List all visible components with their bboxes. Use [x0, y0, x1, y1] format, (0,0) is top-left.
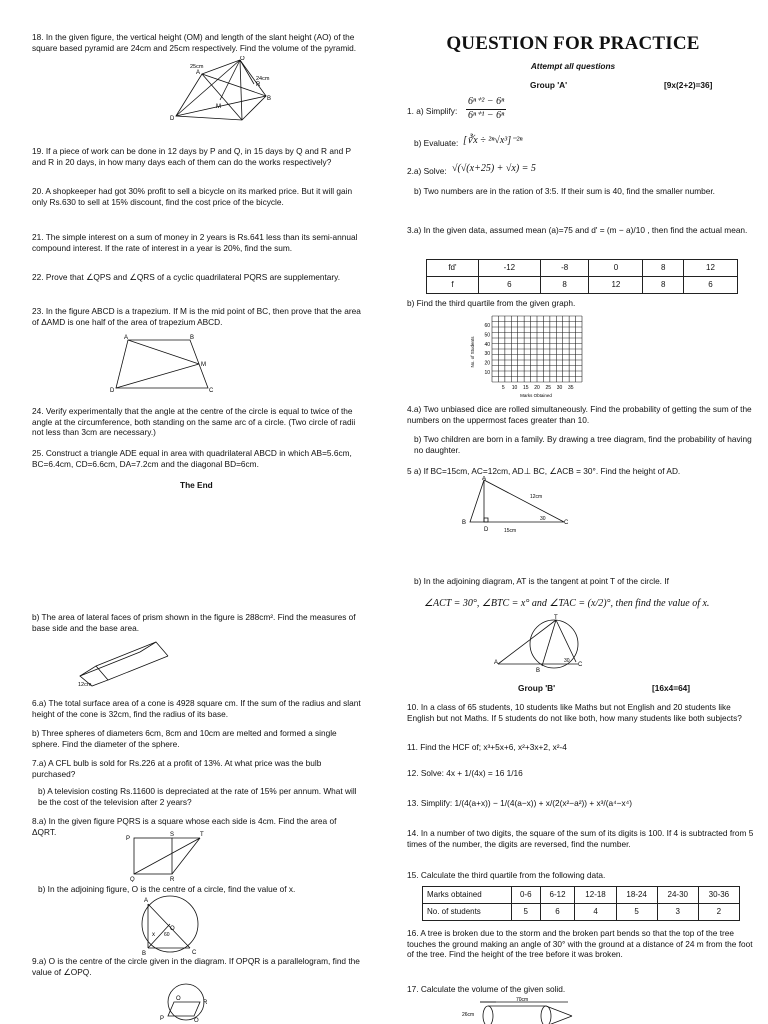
graph-ytick: 30: [484, 351, 490, 358]
pyramid-label-r: R: [256, 82, 261, 88]
question-20: 20. A shopkeeper had got 30% profit to sell a bicycle on its marked price. But it will gain only Rs.630 to sell at 15% discount, find the cost price of the bicycle.: [32, 186, 353, 207]
graph-ytick: 10: [484, 370, 490, 377]
tan-label-c: C: [578, 662, 583, 668]
question-6a: 6.a) The total surface area of a cone is 4928 square cm. If the sum of the radius and slant height of the cone is 32cm, find the radius of its base.: [32, 698, 361, 719]
trap-label-c: C: [209, 388, 214, 394]
c1-label-x: x: [152, 932, 155, 938]
question-5b-right-angles: ∠ACT = 30°, ∠BTC = x° and ∠TAC = (x/2)°, then find the value of x.: [424, 598, 710, 609]
question-5b-left: b) The area of lateral faces of prism shown in the figure is 288cm². Find the measures of base side and the base area.: [32, 612, 356, 633]
page-subtitle: Attempt all questions: [530, 61, 616, 71]
tan-label-30: 30: [564, 658, 570, 664]
marks-cell: 6-12: [540, 887, 575, 904]
fd-cell: 6: [478, 277, 540, 294]
pyramid-label-d: D: [170, 116, 175, 122]
fd-cell: 0: [589, 260, 643, 277]
graph-xtick: 10: [511, 385, 518, 391]
question-8b: b) In the adjoining figure, O is the centre of a circle, find the value of x.: [38, 884, 296, 894]
pyramid-label-o: O: [240, 56, 245, 62]
group-a-heading: Group 'A': [530, 80, 568, 90]
question-23: 23. In the figure ABCD is a trapezium. If M is the mid point of BC, then prove that the area of ΔAMD is one half of the area of trapezium ABCD.: [32, 306, 361, 327]
question-19: 19. If a piece of work can be done in 12 days by P and Q, in 15 days by Q and R and P and R in 20 days, in how many days each of them can do the works respectively?: [32, 146, 351, 167]
fd-table-row: [427, 260, 738, 277]
question-22: 22. Prove that ∠QPS and ∠QRS of a cyclic quadrilateral PQRS are supplementary.: [32, 272, 341, 282]
marks-cell: 12-18: [575, 887, 616, 904]
marks-cell: 24-30: [657, 887, 698, 904]
graph-xlabel: Marks Obtained: [520, 393, 552, 398]
trap-label-d: D: [110, 388, 115, 394]
ogive-graph: [470, 312, 590, 398]
tan-label-t: T: [554, 615, 558, 621]
fd-cell: 8: [643, 277, 684, 294]
question-1a-fraction: [466, 96, 506, 123]
question-10: 10. In a class of 65 students, 10 students like Maths but not English and 20 students like English but not Maths. If 5 students do not like both, how many students like both subjects?: [407, 702, 742, 723]
marks-cell: 18-24: [616, 887, 657, 904]
question-15: 15. Calculate the third quartile from the following data.: [407, 870, 606, 880]
pyramid-figure: [168, 56, 288, 126]
marks-cell: 3: [657, 904, 698, 921]
graph-ytick: 20: [484, 360, 490, 367]
solid-label-70: 70cm: [516, 997, 529, 1003]
question-25: 25. Construct a triangle ADE equal in area with quadrilateral ABCD in which AB=5.6cm, BC=6.4cm, CD=6.6cm, DA=7.2cm and the diagonal BD=6cm.: [32, 448, 352, 469]
tri-label-c: C: [564, 520, 569, 526]
question-8a: 8.a) In the given figure PQRS is a square whose each side is 4cm. Find the area of ΔQRT.: [32, 816, 337, 837]
q1a-denominator: 6ⁿ⁺¹ − 6ⁿ: [468, 109, 505, 121]
fd-cell: -12: [478, 260, 540, 277]
tri-label-15: 15cm: [504, 528, 517, 534]
fd-cell: f: [427, 277, 479, 294]
sq-label-s: S: [170, 832, 175, 838]
circle-figure-1: [134, 892, 206, 956]
fd-cell: 12: [683, 260, 737, 277]
graph-ytick: 40: [484, 341, 490, 348]
question-18: 18. In the given figure, the vertical height (OM) and length of the slant height (AO) of the square based pyramid are 24cm and 25cm respectively. Find the volume of the pyramid.: [32, 32, 357, 53]
question-3a: 3.a) In the given data, assumed mean (a)=75 and d' = (m − a)/10 , then find the actual mean.: [407, 225, 748, 235]
question-3b: b) Find the third quartile from the given graph.: [407, 298, 576, 308]
marks-cell: 30-36: [698, 887, 739, 904]
solid-label-26: 26cm: [462, 1012, 475, 1018]
c1-label-60: 60: [164, 932, 170, 938]
trap-label-b: B: [190, 335, 195, 341]
marks-cell: 4: [575, 904, 616, 921]
marks-table-row: [423, 887, 740, 904]
c1-label-o: O: [170, 926, 175, 932]
marks-cell: Marks obtained: [423, 887, 512, 904]
question-1a-label: 1. a) Simplify:: [407, 106, 458, 116]
solid-figure: [460, 994, 580, 1024]
question-9a: 9.a) O is the centre of the circle given in the diagram. If OPQR is a parallelogram, find the value of ∠OPQ.: [32, 956, 360, 977]
pyramid-label-b: B: [267, 96, 272, 102]
prism-figure: [76, 638, 176, 688]
sq-label-t: T: [200, 832, 204, 838]
question-5a: 5 a) If BC=15cm, AC=12cm, AD⊥ BC, ∠ACB = 30°. Find the height of AD.: [407, 466, 681, 476]
trap-label-a: A: [124, 335, 129, 341]
graph-xtick: 20: [534, 385, 540, 391]
pyramid-label-25: 25cm: [190, 64, 204, 70]
tri-label-30: 30: [540, 516, 546, 522]
marks-cell: 5: [511, 904, 540, 921]
question-11: 11. Find the HCF of; x³+5x+6, x²+3x+2, x²-4: [407, 742, 567, 752]
question-2b: b) Two numbers are in the ration of 3:5. If their sum is 40, find the smaller number.: [414, 186, 715, 196]
question-24: 24. Verify experimentally that the angle at the centre of the circle is equal to twice of the angle at the circumference, both standing on the same arc of a circle. (Two circle of radii not less than 3cm are necessary.): [32, 406, 356, 438]
c1-label-c: C: [192, 950, 197, 956]
prism-label-12: 12cm: [78, 682, 92, 688]
question-7a: 7.a) A CFL bulb is sold for Rs.226 at a profit of 13%. At what price was the bulb purchased?: [32, 758, 322, 779]
graph-ytick: 50: [484, 332, 490, 339]
fd-cell: fd': [427, 260, 479, 277]
fd-cell: 6: [683, 277, 737, 294]
tri-label-d: D: [484, 527, 489, 533]
question-1b-expr: [∛x ÷ ²ⁿ√x³]⁻²ⁿ: [463, 135, 523, 146]
c2-label-p: P: [160, 1016, 165, 1022]
question-5b-right: b) In the adjoining diagram, AT is the tangent at point T of the circle. If: [414, 576, 669, 586]
question-1b-label: b) Evaluate:: [414, 138, 459, 148]
question-12: 12. Solve: 4x + 1/(4x) = 16 1/16: [407, 768, 523, 778]
graph-xtick: 5: [501, 385, 505, 391]
fd-table: [426, 259, 738, 294]
graph-xtick: 15: [522, 385, 529, 391]
marks-cell: 6: [540, 904, 575, 921]
marks-cell: No. of students: [423, 904, 512, 921]
fd-cell: 12: [589, 277, 643, 294]
fd-cell: -8: [540, 260, 589, 277]
marks-table: [422, 886, 740, 921]
group-b-heading: Group 'B': [518, 683, 556, 693]
question-14: 14. In a number of two digits, the square of the sum of its digits is 100. If 4 is subtracted from 5 times of the number, the digits are reversed, find the number.: [407, 828, 754, 849]
question-7b: b) A television costing Rs.11600 is depreciated at the rate of 15% per annum. What will be the cost of the television after 2 years?: [38, 786, 357, 807]
trapezium-figure: [110, 334, 220, 394]
marks-cell: 0-6: [511, 887, 540, 904]
marks-table-row: [423, 904, 740, 921]
question-2a-label: 2.a) Solve:: [407, 166, 447, 176]
triangle-figure: [460, 476, 572, 534]
sq-label-q: Q: [130, 877, 135, 882]
tri-label-a: A: [482, 476, 487, 482]
graph-xtick: 35: [567, 385, 574, 391]
page-title: QUESTION FOR PRACTICE: [446, 33, 700, 54]
question-17: 17. Calculate the volume of the given solid.: [407, 984, 566, 994]
c1-label-a: A: [144, 898, 149, 904]
fd-table-row: [427, 277, 738, 294]
tan-label-a: A: [494, 660, 499, 666]
tan-label-b: B: [536, 668, 541, 674]
fd-cell: 8: [643, 260, 684, 277]
question-6b: b) Three spheres of diameters 6cm, 8cm and 10cm are melted and formed a single sphere. Find the diameter of the sphere.: [32, 728, 337, 749]
graph-ytick: 60: [484, 322, 490, 329]
tri-label-12: 12cm: [530, 494, 543, 500]
pyramid-label-24: 24cm: [256, 76, 270, 82]
marks-cell: 2: [698, 904, 739, 921]
question-2a-expr: √(√(x+25) + √x) = 5: [452, 163, 536, 174]
pyramid-label-a: A: [196, 70, 201, 76]
question-4b: b) Two children are born in a family. By drawing a tree diagram, find the probability of having no daughter.: [414, 434, 752, 455]
graph-xtick: 30: [556, 385, 563, 391]
fd-cell: 8: [540, 277, 589, 294]
sq-label-r: R: [170, 877, 175, 882]
the-end: The End: [180, 480, 213, 490]
question-13: 13. Simplify: 1/(4(a+x)) − 1/(4(a−x)) + x/(2(x²−a²)) + x³/(a⁴−x⁴): [407, 798, 632, 808]
square-figure: [124, 830, 208, 882]
question-16: 16. A tree is broken due to the storm and the broken part bends so that the top of the tree touches the ground making an angle of 30° with the ground at a distance of 24 m from the foot of the tree. Find the height of the tree before it was broken.: [407, 928, 753, 960]
question-21: 21. The simple interest on a sum of money in 2 years is Rs.641 less than its semi-annual compound interest. If the rate of interest in a year is 20%, find the sum.: [32, 232, 358, 253]
sq-label-p: P: [126, 836, 131, 842]
group-b-marks: [16x4=64]: [652, 683, 691, 693]
c2-label-q: Q: [194, 1018, 199, 1022]
group-a-marks: [9x(2+2)=36]: [664, 80, 713, 90]
q1a-numerator: 6ⁿ⁺² − 6ⁿ: [466, 96, 506, 110]
c1-label-b: B: [142, 951, 147, 956]
graph-ylabel: No. of Students: [470, 336, 475, 368]
tri-label-b: B: [462, 520, 467, 526]
trap-label-m: M: [201, 362, 206, 368]
c2-label-r: R: [203, 1000, 208, 1006]
marks-cell: 5: [616, 904, 657, 921]
circle-figure-2: [160, 982, 212, 1022]
graph-xtick: 25: [545, 385, 552, 391]
pyramid-label-m: M: [216, 104, 221, 110]
c2-label-o: O: [176, 996, 181, 1002]
tangent-figure: [494, 614, 584, 674]
question-4a: 4.a) Two unbiased dice are rolled simultaneously. Find the probability of getting the sum of the numbers on the uppermost faces greater than 10.: [407, 404, 752, 425]
